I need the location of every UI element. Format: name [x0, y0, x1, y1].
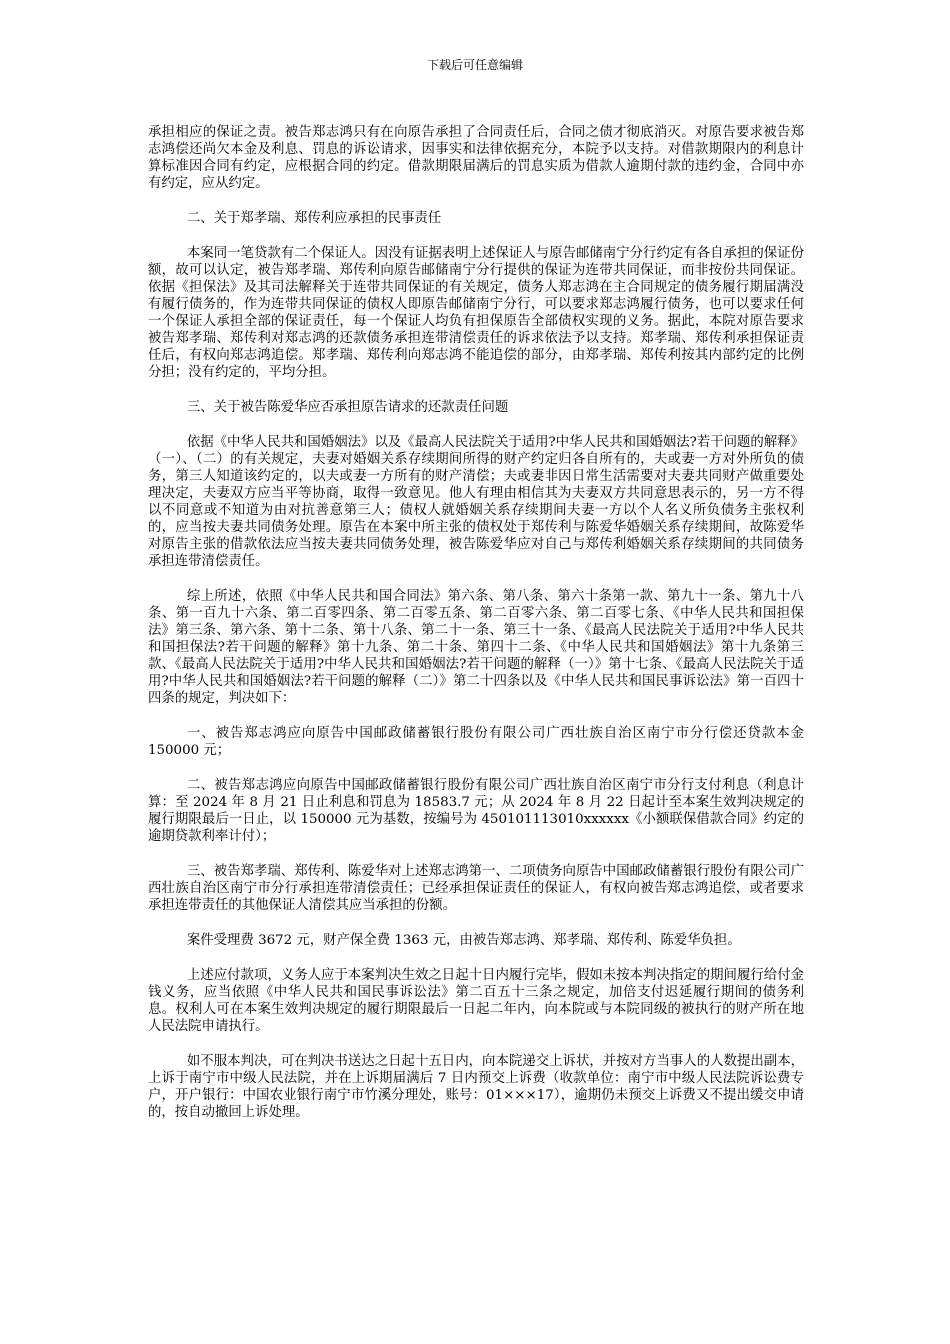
section-heading-2: 二、关于郑孝瑞、郑传利应承担的民事责任	[186, 211, 442, 226]
paragraph-execution: 上述应付款项，义务人应于本案判决生效之日起十日内履行完毕，假如未按本判决指定的期间履行给付金钱义务，应当依照《中华人民共和国民事诉讼法》第二百五十三条之规定，加倍支付迟延履行期间的债务利息。权利人可在本案生效判决规定的履行期限最后一日起二年内，向本院或与本院同级的被执行的财产所在地人民法院申请执行。	[148, 968, 804, 1034]
judgment-item-2: 二、被告郑志鸿应向原告中国邮政储蓄银行股份有限公司广西壮族自治区南宁市分行支付利息（利息计算：至 2024 年 8 月 21 日止利息和罚息为 18583.7 元；从 2024 年 8 月 22 日起计至本案生效判决规定的履行期限最后一日止，以 150000 元为基数，按编号为 450101113010xxxxxx《小额联保借款合同》约定的逾期贷款利率计付）；	[148, 778, 804, 844]
page-header-note: 下载后可任意编辑	[426, 58, 523, 72]
paragraph-joint-guarantee: 本案同一笔贷款有二个保证人。因没有证据表明上述保证人与原告邮储南宁分行约定有各自承担的保证份额，故可以认定，被告郑孝瑞、郑传利向原告邮储南宁分行提供的保证为连带共同保证，而非按份共同保证。依据《担保法》及其司法解释关于连带共同保证的有关规定，债务人郑志鸿在主合同规定的债务履行期届满没有履行债务的，作为连带共同保证的债权人即原告邮储南宁分行，可以要求郑志鸿履行债务，也可以要求任何一个保证人承担全部的保证责任，每一个保证人均负有担保原告全部债权实现的义务。据此，本院对原告要求被告郑孝瑞、郑传利对郑志鸿的还款债务承担连带清偿责任的诉求依法予以支持。郑孝瑞、郑传利承担保证责任后，有权向郑志鸿追偿。郑孝瑞、郑传利向郑志鸿不能追偿的部分，由郑孝瑞、郑传利按其内部约定的比例分担；没有约定的，平均分担。	[148, 246, 804, 380]
section-heading-3: 三、关于被告陈爱华应否承担原告请求的还款责任问题	[186, 400, 509, 415]
judgment-item-3: 三、被告郑孝瑞、郑传利、陈爱华对上述郑志鸿第一、二项债务向原告中国邮政储蓄银行股份有限公司广西壮族自治区南宁市分行承担连带清偿责任；已经承担保证责任的保证人，有权向被告郑志鸿追偿，或者要求承担连带责任的其他保证人清偿其应当承担的份额。	[148, 864, 804, 913]
paragraph-guarantee-liability: 承担相应的保证之责。被告郑志鸿只有在向原告承担了合同责任后，合同之债才彻底消灭。对原告要求被告郑志鸿偿还尚欠本金及利息、罚息的诉讼请求，因事实和法律依据充分，本院予以支持。对借款期限内的利息计算标准因合同有约定，应根据合同的约定。借款期限届满后的罚息实质为借款人逾期付款的违约金，合同中亦有约定，应从约定。	[148, 125, 804, 191]
judgment-item-1: 一、被告郑志鸿应向原告中国邮政储蓄银行股份有限公司广西壮族自治区南宁市分行偿还贷款本金 150000 元；	[148, 726, 804, 758]
paragraph-case-fees: 案件受理费 3672 元，财产保全费 1363 元，由被告郑志鸿、郑孝瑞、郑传利、陈爱华负担。	[186, 933, 741, 948]
paragraph-legal-basis: 综上所述，依照《中华人民共和国合同法》第六条、第八条、第六十条第一款、第九十一条、第九十八条、第一百九十六条、第二百零四条、第二百零五条、第二百零六条、第二百零七条、《中华人民共和国担保法》第三条、第六条、第十二条、第十八条、第二十一条、第三十一条、《最高人民法院关于适用?中华人民共和国担保法?若干问题的解释》第十九条、第二十条、第四十二条、《中华人民共和国婚姻法》第十九条第三款、《最高人民法院关于适用?中华人民共和国婚姻法?若干问题的解释（一）》第十七条、《最高人民法院关于适用?中华人民共和国婚姻法?若干问题的解释（二）》第二十四条以及《中华人民共和国民事诉讼法》第一百四十四条的规定，判决如下：	[148, 589, 804, 706]
paragraph-marital-debt: 依据《中华人民共和国婚姻法》以及《最高人民法院关于适用?中华人民共和国婚姻法?若干问题的解释》（一）、（二）的有关规定，夫妻对婚姻关系存续期间所得的财产约定归各自所有的，夫或妻一方对外所负的债务，第三人知道该约定的，以夫或妻一方所有的财产清偿；夫或妻非因日常生活需要对夫妻共同财产做重要处理决定，夫妻双方应当平等协商，取得一致意见。他人有理由相信其为夫妻双方共同意思表示的，另一方不得以不同意或不知道为由对抗善意第三人；债权人就婚姻关系存续期间夫妻一方以个人名义所负债务主张权利的，应当按夫妻共同债务处理。原告在本案中所主张的债权处于郑传利与陈爱华婚姻关系存续期间，故陈爱华对原告主张的借款依法应当按夫妻共同债务处理，被告陈爱华应对自己与郑传利婚姻关系存续期间的共同债务承担连带清偿责任。	[148, 435, 804, 569]
paragraph-appeal: 如不服本判决，可在判决书送达之日起十五日内，向本院递交上诉状，并按对方当事人的人数提出副本，上诉于南宁市中级人民法院，并在上诉期届满后 7 日内预交上诉费（收款单位：南宁市中级人民法院诉讼费专户，开户银行：中国农业银行南宁市竹溪分理处，账号：01×××17），逾期仍未预交上诉费又不提出缓交申请的，按自动撤回上诉处理。	[148, 1054, 804, 1120]
document-body	[148, 124, 804, 1139]
